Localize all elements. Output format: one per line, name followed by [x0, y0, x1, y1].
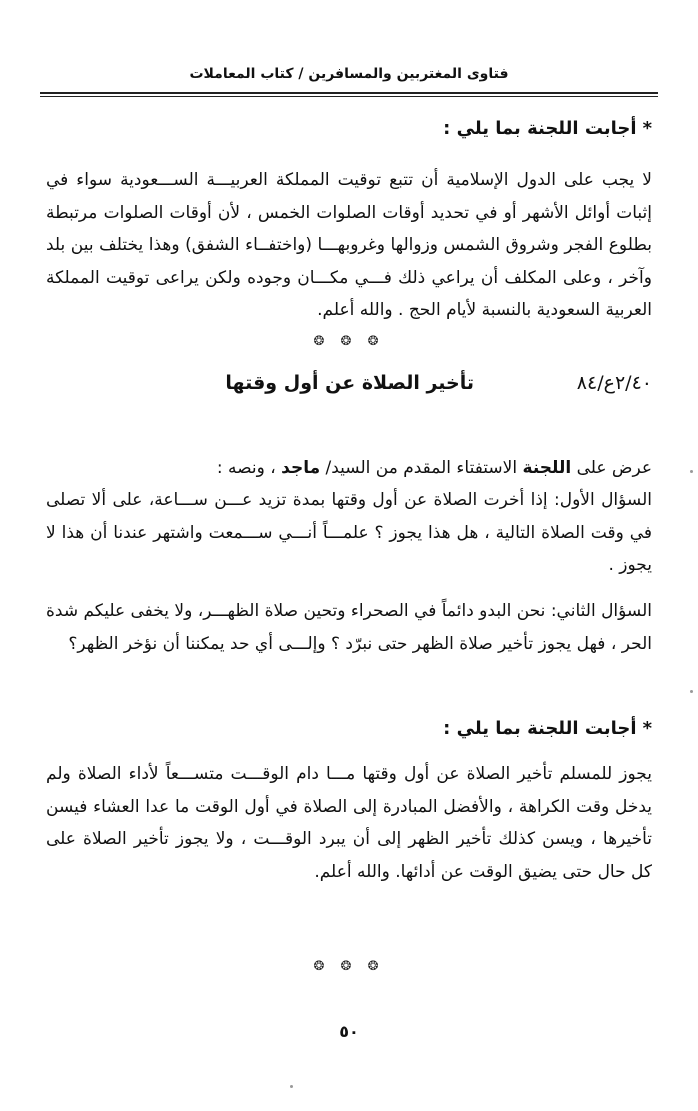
- intro-lead: عرض على: [576, 458, 652, 478]
- ornament-divider-1: ❂ ❂ ❂: [313, 334, 385, 349]
- answer-heading-text: أجابت اللجنة بما يلي :: [443, 118, 637, 139]
- bullet-star: *: [642, 718, 652, 739]
- answer-heading-1: [443, 118, 652, 139]
- question-1: السؤال الأول: إذا أخرت الصلاة عن أول وقتها بمدة تزيد عـــن ســـاعة، على ألا تصلى في وقت الصلاة التالية ، هل هذا يجوز ؟ علمـــاً أنـــي ســـمعت واشتهر عندنا أن هذا لا يجوز .: [46, 490, 652, 575]
- fatwa-number: ٢/٤٠ع/٨٤: [576, 372, 652, 394]
- intro-middle: الاستفتاء المقدم من السيد/: [325, 458, 518, 478]
- question-intro: [46, 452, 652, 485]
- asker-name: ماجد: [281, 458, 321, 478]
- answer-paragraph-2: يجوز للمسلم تأخير الصلاة عن أول وقتها مـــا دام الوقـــت متســـعاً لأداء الصلاة ولم يدخل وقت الكراهة ، والأفضل المبادرة إلى الصلاة في أول الوقت ما عدا العشاء فيسن تأخيرها ، ويسن كذلك تأخير الظهر إلى أن يبرد الوقـــت ، ولا يجوز تأخير الصلاة على كل حال حتى يضيق الوقت عن أدائها. والله أعلم.: [46, 764, 652, 882]
- answer-heading-text: أجابت اللجنة بما يلي :: [443, 718, 637, 739]
- page-number: ٥٠: [339, 1022, 359, 1041]
- answer-paragraph-1: لا يجب على الدول الإسلامية أن تتبع توقيت المملكة العربيـــة الســـعودية سواء في إثبات أوائل الأشهر أو في تحديد أوقات الصلوات الخمس ، لأن أوقات الصلوات مرتبطة بطلوع الفجر وشروق الشمس وزوالها وغروبهـــا (واختفــاء الشفق) وهذا يختلف بين بلد وآخر ، وعلى المكلف أن يراعي ذلك فـــي مكـــان وجوده ولكن يراعى توقيت المملكة العربية السعودية بالنسبة لأيام الحج . والله أعلم.: [46, 170, 652, 320]
- running-header: فتاوى المغتربين والمسافرين / كتاب المعاملات: [189, 66, 509, 82]
- scan-mark: [690, 470, 693, 473]
- intro-tail: ، ونصه :: [216, 458, 276, 478]
- header-rule: [40, 92, 658, 94]
- bullet-star: *: [642, 118, 652, 139]
- ornament-divider-2: ❂ ❂ ❂: [313, 959, 385, 974]
- fatwa-title-text: تأخير الصلاة عن أول وقتها: [225, 372, 474, 394]
- scan-mark: [690, 690, 693, 693]
- scan-mark: [290, 1085, 293, 1088]
- header-rule-thin: [40, 96, 658, 97]
- question-2: السؤال الثاني: نحن البدو دائماً في الصحراء وتحين صلاة الظهـــر، ولا يخفى عليكم شدة الحر ، فهل يجوز تأخير صلاة الظهر حتى نبرّد ؟ وإلـــى أي حد يمكننا أن نؤخر الظهر؟: [46, 601, 652, 654]
- intro-committee: اللجنة: [522, 458, 572, 478]
- answer-heading-2: [443, 718, 652, 739]
- fatwa-title: [46, 372, 652, 402]
